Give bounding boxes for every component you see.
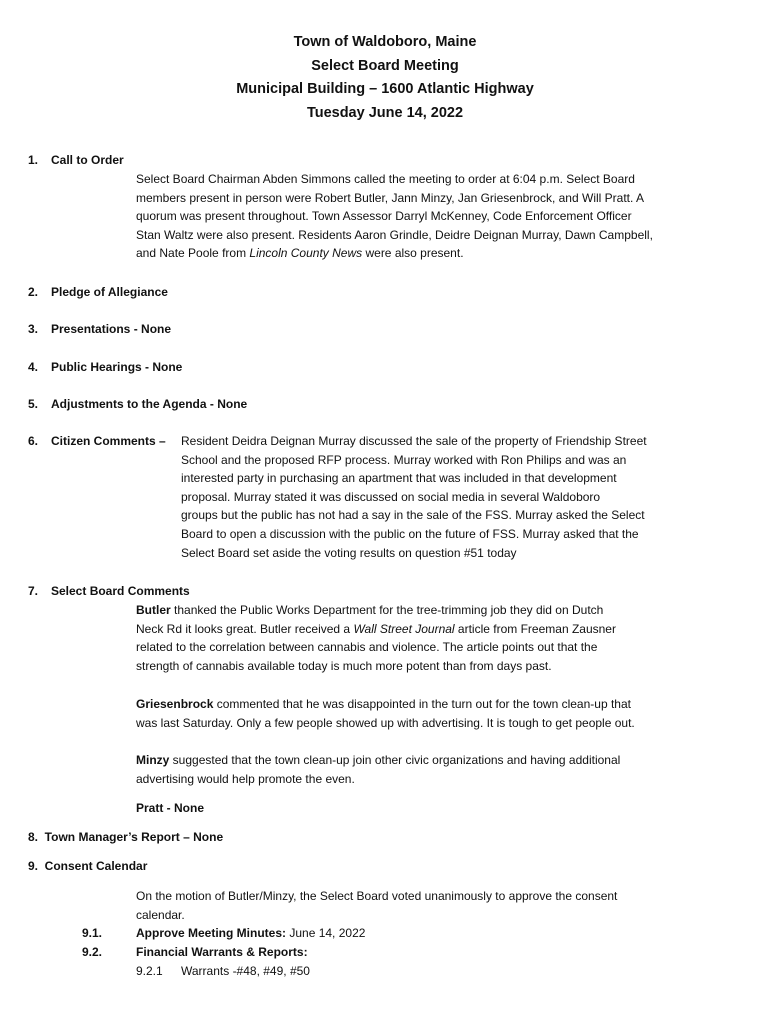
section-7-number: 7. [28, 584, 39, 598]
paragraph-line: Select Board set aside the voting results on question #51 today [181, 545, 517, 560]
section-1-body [136, 170, 653, 263]
section-1-number: 1. [28, 153, 39, 167]
item-9-1: Approve Meeting Minutes: June 14, 2022 [136, 926, 366, 940]
title-date: Tuesday June 14, 2022 [306, 105, 464, 122]
section-3-number: 3. [28, 322, 39, 336]
paragraph-line: proposal. Murray stated it was discussed on social media in several Waldoboro [181, 489, 601, 504]
item-9-1-number: 9.1. [82, 926, 103, 940]
item-9-2-1-text: Warrants -#48, #49, #50 [181, 964, 310, 978]
section-2-number: 2. [28, 285, 39, 299]
section-4-number: 4. [28, 360, 39, 374]
item-9-2: Financial Warrants & Reports: [136, 945, 308, 959]
document-title-block [0, 31, 770, 126]
griesenbrock-comment: Griesenbrock commented that he was disappointed in the turn out for the town clean-up that was last Saturday. Only a few people showed up with advertising. It is tough to get people out. [136, 695, 635, 732]
section-5-heading: Adjustments to the Agenda - None [51, 397, 248, 411]
publication-name: Wall Street Journal [353, 621, 455, 636]
title-location: Municipal Building – 1600 Atlantic Highway [236, 81, 534, 98]
paragraph-line: calendar. [136, 907, 185, 922]
paragraph-line: and Nate Poole from Lincoln County News were also present. [136, 246, 464, 261]
paragraph-line: groups but the public has not had a say in the sale of the FSS. Murray asked the Select [181, 508, 645, 523]
paragraph-line: members present in person were Robert Butler, Jann Minzy, Jan Griesenbrock, and Will Pratt. A [136, 190, 644, 205]
paragraph-line: was last Saturday. Only a few people showed up with advertising. It is tough to get people out. [136, 715, 635, 730]
section-1-heading: Call to Order [51, 153, 124, 167]
paragraph-line: quorum was present throughout. Town Assessor Darryl McKenney, Code Enforcement Officer [136, 209, 632, 224]
consent-motion [136, 887, 617, 924]
member-name: Griesenbrock [136, 697, 214, 711]
title-town: Town of Waldoboro, Maine [293, 34, 477, 50]
item-9-2-number: 9.2. [82, 945, 103, 959]
paragraph-line: Resident Deidra Deignan Murray discussed the sale of the property of Friendship Street [181, 434, 647, 448]
paragraph-line: Select Board Chairman Abden Simmons called the meeting to order at 6:04 p.m. Select Board [136, 172, 635, 186]
minzy-comment: Minzy suggested that the town clean-up join other civic organizations and having additional advertising would help promote the even. [136, 751, 620, 788]
section-9-heading: 9. Consent Calendar [28, 859, 148, 873]
item-9-2-1-number: 9.2.1 [136, 964, 163, 978]
paragraph-line: interested party in purchasing an apartment that was included in that development [181, 471, 617, 486]
member-name: Butler [136, 603, 171, 617]
section-5-number: 5. [28, 397, 39, 411]
section-3-heading: Presentations - None [51, 322, 172, 336]
paragraph-line: On the motion of Butler/Minzy, the Select Board voted unanimously to approve the consent [136, 889, 618, 903]
publication-name: Lincoln County News [249, 246, 363, 261]
butler-comment: Butler thanked the Public Works Department for the tree-trimming job they did on Dutch Neck Rd it looks great. Butler received a Wall Street Journal article from Freeman Zausner related to the correlation between cannabis and violence. The article points out that the strength of cannabis available today is much more potent than from days past. [136, 601, 616, 675]
section-6-heading: Citizen Comments – [51, 434, 166, 448]
section-6-body [181, 432, 647, 562]
section-7-heading: Select Board Comments [51, 584, 190, 598]
section-8-heading: 8. Town Manager’s Report – None [28, 830, 224, 844]
paragraph-line: School and the proposed RFP process. Murray worked with Ron Philips and was an [181, 452, 627, 467]
paragraph-line: advertising would help promote the even. [136, 771, 355, 786]
paragraph-line: strength of cannabis available today is much more potent than from days past. [136, 658, 552, 673]
section-6-number: 6. [28, 434, 39, 448]
paragraph-line: related to the correlation between cannabis and violence. The article points out that the [136, 640, 598, 655]
section-2-heading: Pledge of Allegiance [51, 285, 168, 299]
section-4-heading: Public Hearings - None [51, 360, 183, 374]
member-name: Minzy [136, 753, 170, 767]
pratt-comment: Pratt - None [136, 801, 205, 815]
paragraph-line: Board to open a discussion with the public on the future of FSS. Murray asked that the [181, 526, 639, 541]
paragraph-line: Stan Waltz were also present. Residents Aaron Grindle, Deidre Deignan Murray, Dawn Campbell, [136, 227, 653, 242]
title-meeting: Select Board Meeting [311, 57, 459, 74]
